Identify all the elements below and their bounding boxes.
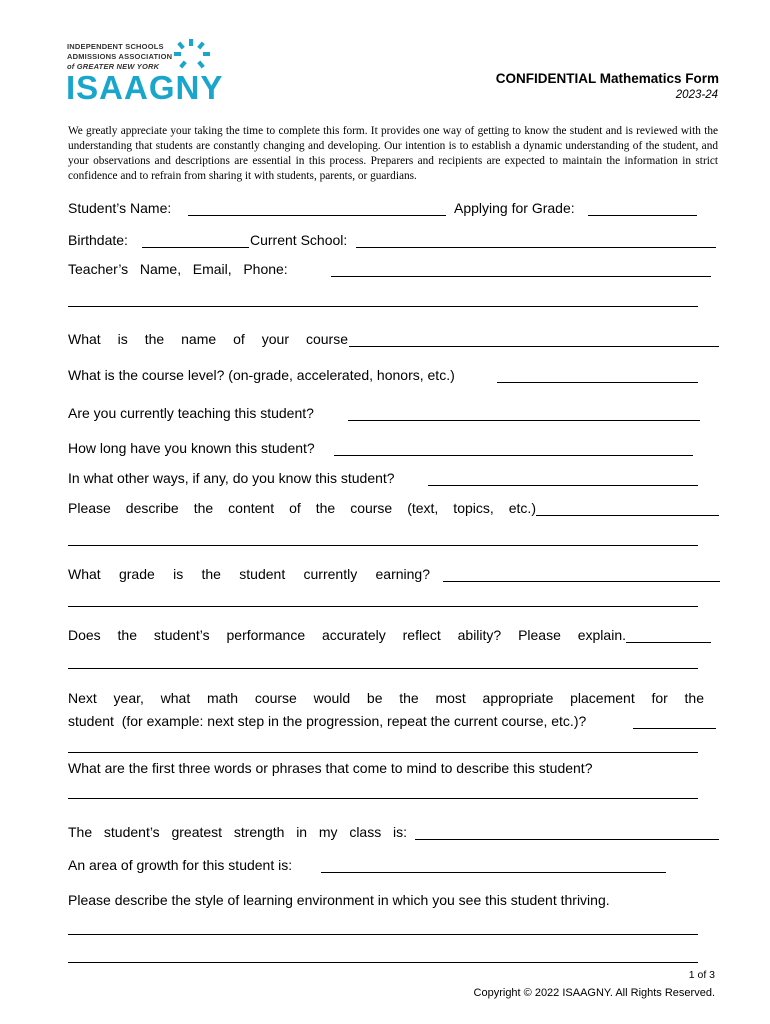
applying-grade-field[interactable] xyxy=(588,215,697,216)
next-year-field-2[interactable] xyxy=(68,752,698,753)
teaching-field[interactable] xyxy=(348,420,700,421)
applying-grade-label: Applying for Grade: xyxy=(454,200,575,216)
course-level-field[interactable] xyxy=(497,382,698,383)
performance-field-2[interactable] xyxy=(68,668,698,669)
course-name-question: What is the name of your course xyxy=(68,331,348,347)
other-ways-question: In what other ways, if any, do you know this student? xyxy=(68,470,395,486)
environment-question: Please describe the style of learning environment in which you see this student thriving. xyxy=(68,892,610,908)
sunburst-icon xyxy=(172,39,212,79)
grade-earning-question: What grade is the student currently earning? xyxy=(68,566,430,582)
student-name-field[interactable] xyxy=(188,215,446,216)
current-school-field[interactable] xyxy=(356,247,716,248)
course-content-field[interactable] xyxy=(536,515,719,516)
course-level-question: What is the course level? (on-grade, accelerated, honors, etc.) xyxy=(68,367,455,383)
teacher-contact-field-2[interactable] xyxy=(68,306,698,307)
how-long-question: How long have you known this student? xyxy=(68,440,315,456)
teacher-contact-label: Teacher’s Name, Email, Phone: xyxy=(68,261,288,277)
strength-field[interactable] xyxy=(415,839,719,840)
environment-field-2[interactable] xyxy=(68,962,698,963)
page-number: 1 of 3 xyxy=(688,969,715,981)
form-year: 2023-24 xyxy=(675,89,718,101)
how-long-field[interactable] xyxy=(334,455,693,456)
logo-wordmark: ISAAGNY xyxy=(66,69,224,106)
grade-earning-field-2[interactable] xyxy=(68,606,698,607)
course-content-field-2[interactable] xyxy=(68,545,698,546)
growth-field[interactable] xyxy=(321,872,666,873)
logo-line-3: of GREATER NEW YORK xyxy=(67,62,160,71)
isaagny-logo xyxy=(67,42,227,107)
next-year-question: Next year, what math course would be the most appropriate placement for the xyxy=(68,690,704,706)
strength-question: The student’s greatest strength in my class is: xyxy=(68,824,407,840)
logo-line-2: ADMISSIONS ASSOCIATION xyxy=(67,52,173,61)
intro-paragraph: We greatly appreciate your taking the time to complete this form. It provides one way of getting to know the student and is reviewed with the understanding that students are constantly changing and developing. Our intention is to establish a dynamic understanding of the student, and your observations and descriptions are essential in this process. Preparers and recipients are expected to maintain the information in strict confidence and to refrain from sharing it with students, parents, or guardians. xyxy=(68,125,718,182)
environment-field[interactable] xyxy=(68,934,698,935)
birthdate-label: Birthdate: xyxy=(68,232,128,248)
next-year-field[interactable] xyxy=(633,728,716,729)
course-name-field[interactable] xyxy=(349,346,719,347)
other-ways-field[interactable] xyxy=(428,485,698,486)
form-title: CONFIDENTIAL Mathematics Form xyxy=(495,71,719,86)
three-words-question: What are the first three words or phrases that come to mind to describe this student? xyxy=(68,760,593,776)
teaching-question: Are you currently teaching this student? xyxy=(68,405,314,421)
student-name-label: Student’s Name: xyxy=(68,200,172,216)
performance-question: Does the student’s performance accurately reflect ability? Please explain. xyxy=(68,627,626,643)
current-school-label: Current School: xyxy=(250,232,348,248)
growth-question: An area of growth for this student is: xyxy=(68,857,293,873)
course-content-question: Please describe the content of the course (text, topics, etc.) xyxy=(68,500,536,516)
teacher-contact-field[interactable] xyxy=(331,276,711,277)
grade-earning-field[interactable] xyxy=(443,581,720,582)
three-words-field[interactable] xyxy=(68,798,698,799)
birthdate-field[interactable] xyxy=(142,247,249,248)
next-year-question-cont: student (for example: next step in the progression, repeat the current course, etc.)? xyxy=(68,713,587,729)
logo-line-1: INDEPENDENT SCHOOLS xyxy=(67,42,164,51)
copyright: Copyright © 2022 ISAAGNY. All Rights Reserved. xyxy=(473,987,715,999)
performance-field[interactable] xyxy=(626,642,711,643)
